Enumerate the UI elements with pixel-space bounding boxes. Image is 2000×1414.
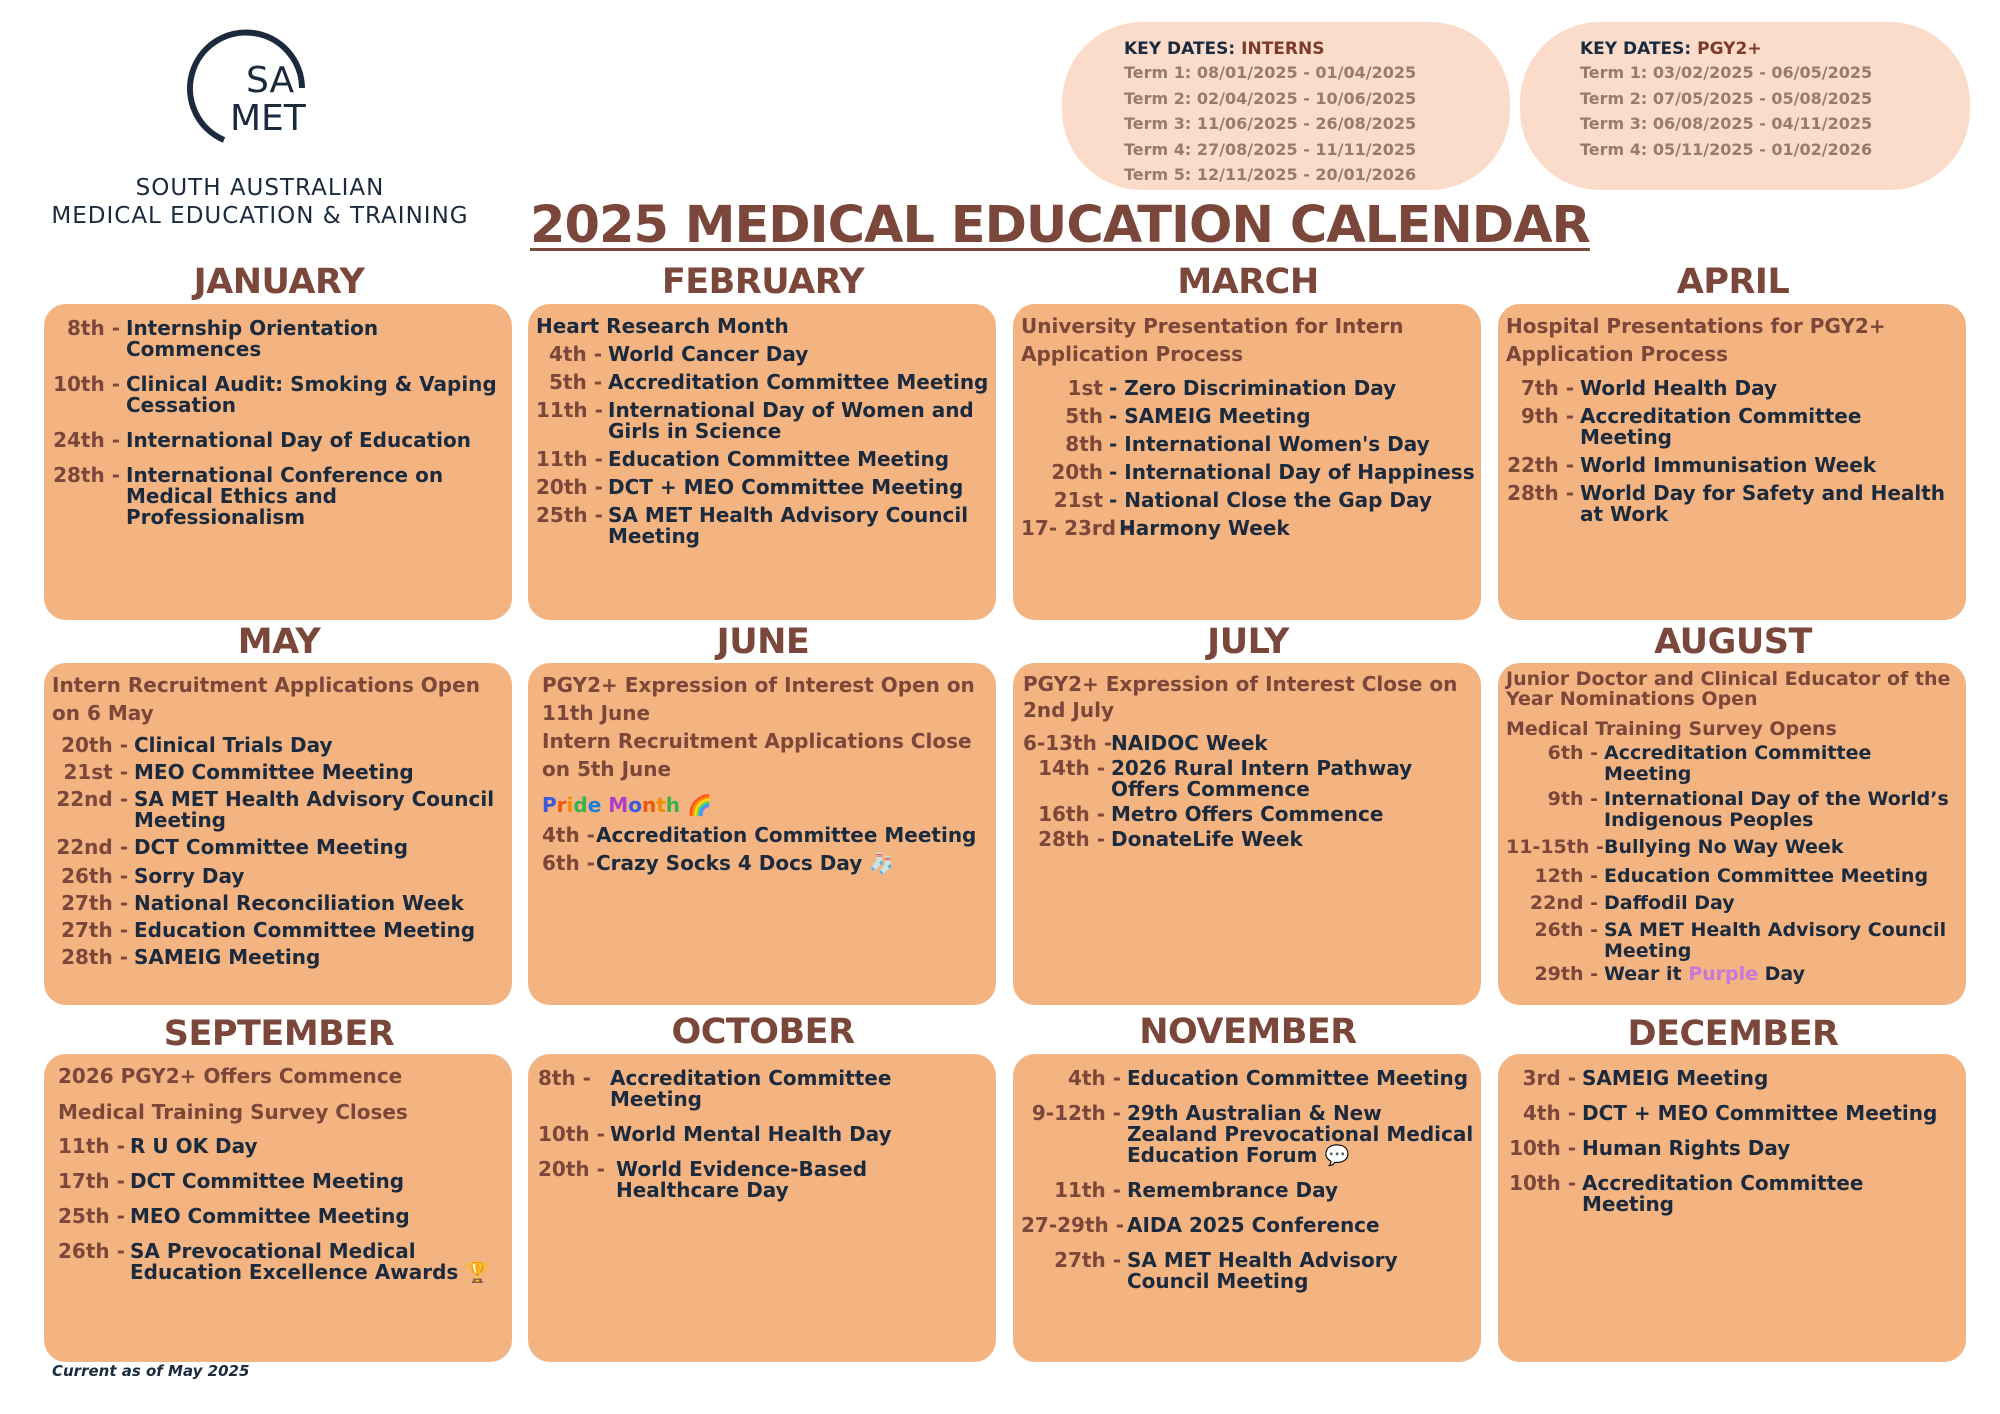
event-item: 14th - 2026 Rural Intern Pathway Offers Commence [1038, 756, 1413, 801]
card-march [1013, 304, 1481, 620]
month-note: Intern Recruitment Applications Open on 6 May [52, 673, 480, 725]
rainbow-icon: 🌈 [686, 793, 712, 817]
event-item: 5th - Accreditation Committee Meeting [549, 370, 989, 394]
month-title-march: MARCH [1177, 262, 1319, 302]
event-item: 22nd - Daffodil Day [1529, 892, 1735, 914]
event-item: 27th - National Reconciliation Week [61, 891, 464, 915]
key-interns-label: KEY DATES: [1124, 39, 1236, 59]
month-note: Junior Doctor and Clinical Educator of the Year Nominations Open [1506, 668, 1951, 710]
event-item: 10th - Human Rights Day [1509, 1136, 1791, 1160]
event-item: 26th - SA Prevocational Medical Education Excellence Awards 🏆 [58, 1239, 491, 1284]
logo-mark-line2: MET [230, 98, 306, 139]
event-item: 7th - World Health Day [1521, 376, 1778, 400]
event-item: 10th - Clinical Audit: Smoking & Vaping Cessation [53, 372, 497, 417]
logo-line2: MEDICAL EDUCATION & TRAINING [51, 203, 469, 229]
key-interns-group: INTERNS [1241, 39, 1325, 59]
month-title-april: APRIL [1676, 262, 1790, 302]
card-october [528, 1054, 996, 1362]
event-item: 12th - Education Committee Meeting [1534, 865, 1929, 887]
card-february [528, 304, 996, 620]
event-item: 4th - Education Committee Meeting [1068, 1066, 1469, 1090]
event-item: 8th - International Women's Day [1065, 432, 1430, 456]
event-item: 28th - DonateLife Week [1038, 827, 1303, 851]
month-title-may: MAY [237, 622, 321, 662]
event-item: 11th - International Day of Women and Girls in Science [536, 398, 974, 443]
event-item: 8th - Accreditation Committee Meeting [538, 1066, 892, 1111]
month-title-january: JANUARY [193, 262, 365, 302]
key-pgy-label: KEY DATES: [1580, 39, 1692, 59]
event-item: 16th - Metro Offers Commence [1038, 802, 1384, 826]
event-item: 22nd - DCT Committee Meeting [56, 835, 409, 859]
month-note: Medical Training Survey Closes [58, 1100, 408, 1124]
event-item: 6-13th - NAIDOC Week [1023, 731, 1268, 755]
event-item: 22nd - SA MET Health Advisory Council Meeting [56, 787, 495, 832]
event-item: 26th - Sorry Day [61, 864, 245, 888]
event-item: 20th - World Evidence-Based Healthcare Day [538, 1157, 868, 1202]
event-item: 10th - World Mental Health Day [538, 1122, 892, 1146]
card-november [1013, 1054, 1481, 1362]
event-item: 9th - International Day of the World’s Indigenous Peoples [1547, 788, 1949, 831]
card-august [1498, 663, 1966, 1005]
month-title-october: OCTOBER [671, 1012, 855, 1052]
event-item: 1st - Zero Discrimination Day [1067, 376, 1397, 400]
key-interns-term: Term 3: 11/06/2025 - 26/08/2025 [1124, 114, 1417, 133]
event-item: 11th - Remembrance Day [1054, 1178, 1339, 1202]
key-interns-term: Term 5: 12/11/2025 - 20/01/2026 [1124, 165, 1417, 184]
pride-month-label: Pride Month [542, 793, 680, 817]
month-note: Medical Training Survey Opens [1506, 718, 1837, 740]
event-item: 29th - Wear it Purple Day [1534, 963, 1806, 985]
month-title-july: JULY [1207, 622, 1289, 662]
card-april [1498, 304, 1966, 620]
event-item: 11-15th - Bullying No Way Week [1506, 836, 1844, 858]
socks-icon: 🧦 [869, 851, 895, 875]
key-pgy-term: Term 3: 06/08/2025 - 04/11/2025 [1580, 114, 1873, 133]
event-item: 27th - SA MET Health Advisory Council Meeting [1054, 1248, 1398, 1293]
month-note: Intern Recruitment Applications Close on 5th June [542, 729, 972, 781]
page-title: 2025 MEDICAL EDUCATION CALENDAR [530, 196, 1590, 255]
event-item: 6th - Accreditation Committee Meeting [1547, 742, 1872, 785]
key-pgy-group: PGY2+ [1697, 39, 1762, 59]
event-item: 20th - Clinical Trials Day [61, 733, 333, 757]
event-item: 4th - DCT + MEO Committee Meeting [1523, 1101, 1938, 1125]
event-item: 9-12th - 29th Australian & New Zealand Prevocational Medical Education Forum 💬 [1031, 1101, 1474, 1167]
card-january [44, 304, 512, 620]
month-note: University Presentation for Intern Application Process [1021, 314, 1404, 366]
month-title-november: NOVEMBER [1139, 1012, 1357, 1052]
event-item: 24th - International Day of Education [53, 428, 471, 452]
logo-line1: SOUTH AUSTRALIAN [135, 175, 385, 201]
event-item: 22th - World Immunisation Week [1507, 453, 1877, 477]
card-september [44, 1054, 512, 1362]
month-note: 2026 PGY2+ Offers Commence [58, 1064, 403, 1088]
key-pgy-term: Term 1: 03/02/2025 - 06/05/2025 [1580, 63, 1873, 82]
event-item: 28th - International Conference on Medical Ethics and Professionalism [53, 463, 444, 529]
event-item: 11th - R U OK Day [58, 1134, 258, 1158]
month-title-december: DECEMBER [1627, 1014, 1839, 1054]
event-item: 21st - MEO Committee Meeting [63, 760, 414, 784]
event-item: 20th - DCT + MEO Committee Meeting [536, 475, 964, 499]
key-dates-pgy2 [1520, 22, 1970, 190]
event-item: 28th - SAMEIG Meeting [61, 945, 321, 969]
sa-met-logo [40, 28, 480, 228]
event-item: 21st - National Close the Gap Day [1053, 488, 1432, 512]
month-title-august: AUGUST [1654, 622, 1812, 662]
month-note: Heart Research Month [536, 314, 789, 338]
footer-note: Current as of May 2025 [52, 1362, 250, 1380]
card-july [1013, 663, 1481, 1005]
event-item: 25th - SA MET Health Advisory Council Meeting [536, 503, 969, 548]
logo-wordmark [40, 174, 480, 230]
key-pgy-term: Term 2: 07/05/2025 - 05/08/2025 [1580, 88, 1873, 108]
trophy-icon: 🏆 [465, 1260, 491, 1284]
event-item: 8th - Internship Orientation Commences [67, 316, 379, 361]
event-item: 17th - DCT Committee Meeting [58, 1169, 405, 1193]
card-june [528, 663, 996, 1005]
card-may [44, 663, 512, 1005]
event-item: 9th - Accreditation Committee Meeting [1521, 404, 1862, 449]
event-item: 10th - Accreditation Committee Meeting [1509, 1171, 1864, 1216]
month-title-september: SEPTEMBER [163, 1014, 395, 1054]
month-title-june: JUNE [716, 622, 810, 662]
event-item: 5th - SAMEIG Meeting [1065, 404, 1311, 428]
event-item: 6th - Crazy Socks 4 Docs Day 🧦 [542, 851, 895, 875]
event-item: 20th - International Day of Happiness [1051, 460, 1475, 484]
event-item: 27th - Education Committee Meeting [61, 918, 476, 942]
speech-bubble-icon: 💬 [1324, 1143, 1350, 1167]
logo-mark-line1: SA [246, 60, 295, 101]
event-item: 11th - Education Committee Meeting [536, 447, 950, 471]
key-pgy-term: Term 4: 05/11/2025 - 01/02/2026 [1580, 139, 1873, 159]
event-item: 4th - Accreditation Committee Meeting [542, 823, 977, 847]
event-item: 28th - World Day for Safety and Health at Work [1507, 481, 1946, 526]
key-dates-interns [1062, 22, 1510, 190]
key-interns-term: Term 4: 27/08/2025 - 11/11/2025 [1124, 139, 1417, 159]
month-title-february: FEBRUARY [661, 262, 865, 302]
event-item: 25th - MEO Committee Meeting [58, 1204, 410, 1228]
pride-month-note [542, 791, 990, 819]
event-item: 26th - SA MET Health Advisory Council Meeting [1534, 919, 1947, 962]
card-december [1498, 1054, 1966, 1362]
month-note: PGY2+ Expression of Interest Close on 2nd July [1023, 672, 1458, 722]
event-item: 17- 23rd - Harmony Week [1021, 516, 1290, 540]
key-interns-term: Term 2: 02/04/2025 - 10/06/2025 [1124, 88, 1417, 108]
event-item: 3rd - SAMEIG Meeting [1522, 1066, 1769, 1090]
logo-mark-icon [184, 28, 310, 148]
event-item: 27-29th - AIDA 2025 Conference [1021, 1213, 1380, 1237]
month-note: Hospital Presentations for PGY2+ Application Process [1506, 314, 1886, 366]
key-interns-term: Term 1: 08/01/2025 - 01/04/2025 [1124, 63, 1417, 82]
event-item: 4th - World Cancer Day [549, 342, 809, 366]
month-note: PGY2+ Expression of Interest Open on 11th June [542, 673, 975, 725]
